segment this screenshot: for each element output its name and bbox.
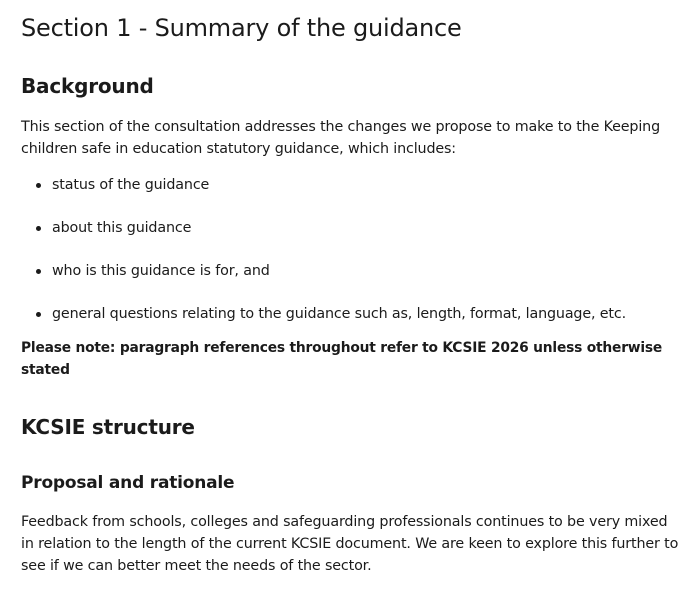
list-item-text: general questions relating to the guidance such as, length, format, language, etc. (52, 306, 626, 322)
bullet-icon (36, 269, 41, 274)
guidance-list (21, 174, 681, 325)
list-item (21, 174, 681, 196)
background-intro: This section of the consultation addresses the changes we propose to make to the Keeping children safe in education statutory guidance, which includes: (21, 119, 661, 157)
page-title: Section 1 - Summary of the guidance (21, 14, 462, 42)
kcsie-structure-heading: KCSIE structure (21, 415, 195, 439)
list-item (21, 303, 681, 325)
bullet-icon (36, 312, 41, 317)
bullet-icon (36, 183, 41, 188)
background-heading: Background (21, 74, 154, 98)
proposal-rationale-heading: Proposal and rationale (21, 473, 235, 493)
list-item (21, 217, 681, 239)
list-item-text: who is this guidance is for, and (52, 263, 270, 279)
list-item-text: about this guidance (52, 220, 192, 236)
list-item (21, 260, 681, 282)
list-item-text: status of the guidance (52, 177, 210, 193)
bullet-icon (36, 226, 41, 231)
paragraph-reference-note: Please note: paragraph references throughout refer to KCSIE 2026 unless otherwise stated (21, 340, 663, 378)
proposal-body-text: Feedback from schools, colleges and safeguarding professionals continues to be very mixed in relation to the length of the current KCSIE document. We are keen to explore this further to see if we can better meet the needs of the sector. (21, 514, 679, 574)
